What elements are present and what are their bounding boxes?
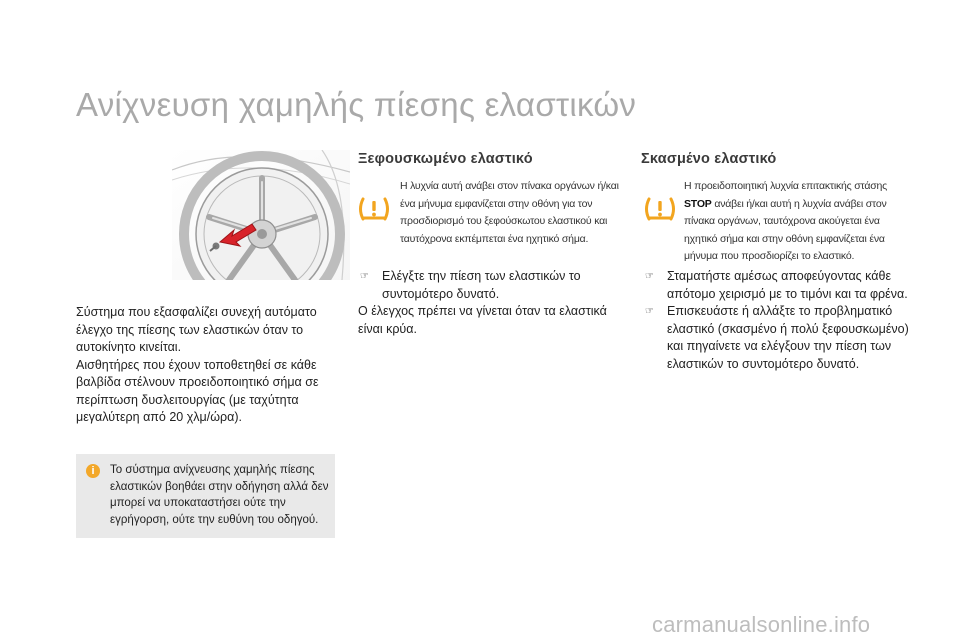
tyre-pressure-warning-icon (643, 196, 677, 222)
pointer-arrow-icon (172, 150, 350, 280)
deflated-tyre-title: Ξεφουσκωμένο ελαστικό (358, 151, 533, 167)
page-title: Ανίχνευση χαμηλής πίεσης ελαστικών (76, 86, 637, 123)
list-item (643, 268, 913, 303)
info-icon: i (86, 464, 100, 478)
stop-label: STOP (684, 197, 712, 210)
punctured-bullet-1: Σταματήστε αμέσως αποφεύγοντας κάθε απότομο χειρισμό με το τιμόνι και τα φρένα. (667, 269, 908, 301)
tyre-pressure-warning-icon (357, 196, 391, 222)
punctured-instructions (643, 268, 913, 373)
intro-paragraph: Σύστημα που εξασφαλίζει συνεχή αυτόματο έλεγχο της πίεσης των ελαστικών όταν το αυτοκίνητο κινείται. (76, 305, 317, 354)
wheel-valve-illustration (172, 150, 350, 280)
deflated-note: Ο έλεγχος πρέπει να γίνεται όταν τα ελαστικά είναι κρύα. (358, 304, 607, 336)
list-item (643, 303, 913, 373)
watermark: carmanualsonline.info (652, 612, 871, 637)
list-item (358, 268, 620, 303)
punctured-warning-after: ανάβει ή/και αυτή η λυχνία ανάβει στον πίνακα οργάνων, ταυτόχρονα ακούγεται ένα ηχητικό σήμα και στην οθόνη εμφανίζεται ένα μήνυμα που προσδιορίζει το ελαστικό. (684, 197, 887, 262)
punctured-warning-text (684, 178, 906, 266)
pointing-hand-icon: ☞ (645, 271, 654, 282)
pointing-hand-icon: ☞ (645, 306, 654, 317)
punctured-warning-before: Η προειδοποιητική λυχνία επιτακτικής στάσης (684, 180, 887, 192)
info-note-text: Το σύστημα ανίχνευσης χαμηλής πίεσης ελαστικών βοηθάει στην οδήγηση αλλά δεν μπορεί να υποκαταστήσει ούτε την εγρήγορση, ούτε την ευθύνη του οδηγού. (110, 464, 329, 526)
deflated-bullet-text: Ελέγξτε την πίεση των ελαστικών το συντομότερο δυνατό. (382, 269, 581, 301)
punctured-tyre-title: Σκασμένο ελαστικό (641, 151, 777, 167)
deflated-instructions (358, 268, 620, 338)
left-column-text (76, 304, 338, 427)
pointing-hand-icon: ☞ (360, 271, 369, 282)
sensor-paragraph: Αισθητήρες που έχουν τοποθετηθεί σε κάθε βαλβίδα στέλνουν προειδοποιητικό σήμα σε περίπτωση δυσλειτουργίας (με ταχύτητα μεγαλύτερη από 20 χλμ/ώρα). (76, 357, 319, 424)
info-note-box (76, 454, 335, 538)
deflated-warning-text: Η λυχνία αυτή ανάβει στον πίνακα οργάνων ή/και ένα μήνυμα εμφανίζεται στην οθόνη για τον προσδιορισμό του ξεφούσκωτου ελαστικού και ταυτόχρονα εκπέμπεται ένα ηχητικό σήμα. (400, 180, 619, 245)
punctured-bullet-2: Επισκευάστε ή αλλάξτε το προβληματικό ελαστικό (σκασμένο ή πολύ ξεφουσκωμένο) και πηγαίνετε να ελέγξουν την πίεση των ελαστικών το συντομότερο δυνατό. (667, 304, 909, 371)
